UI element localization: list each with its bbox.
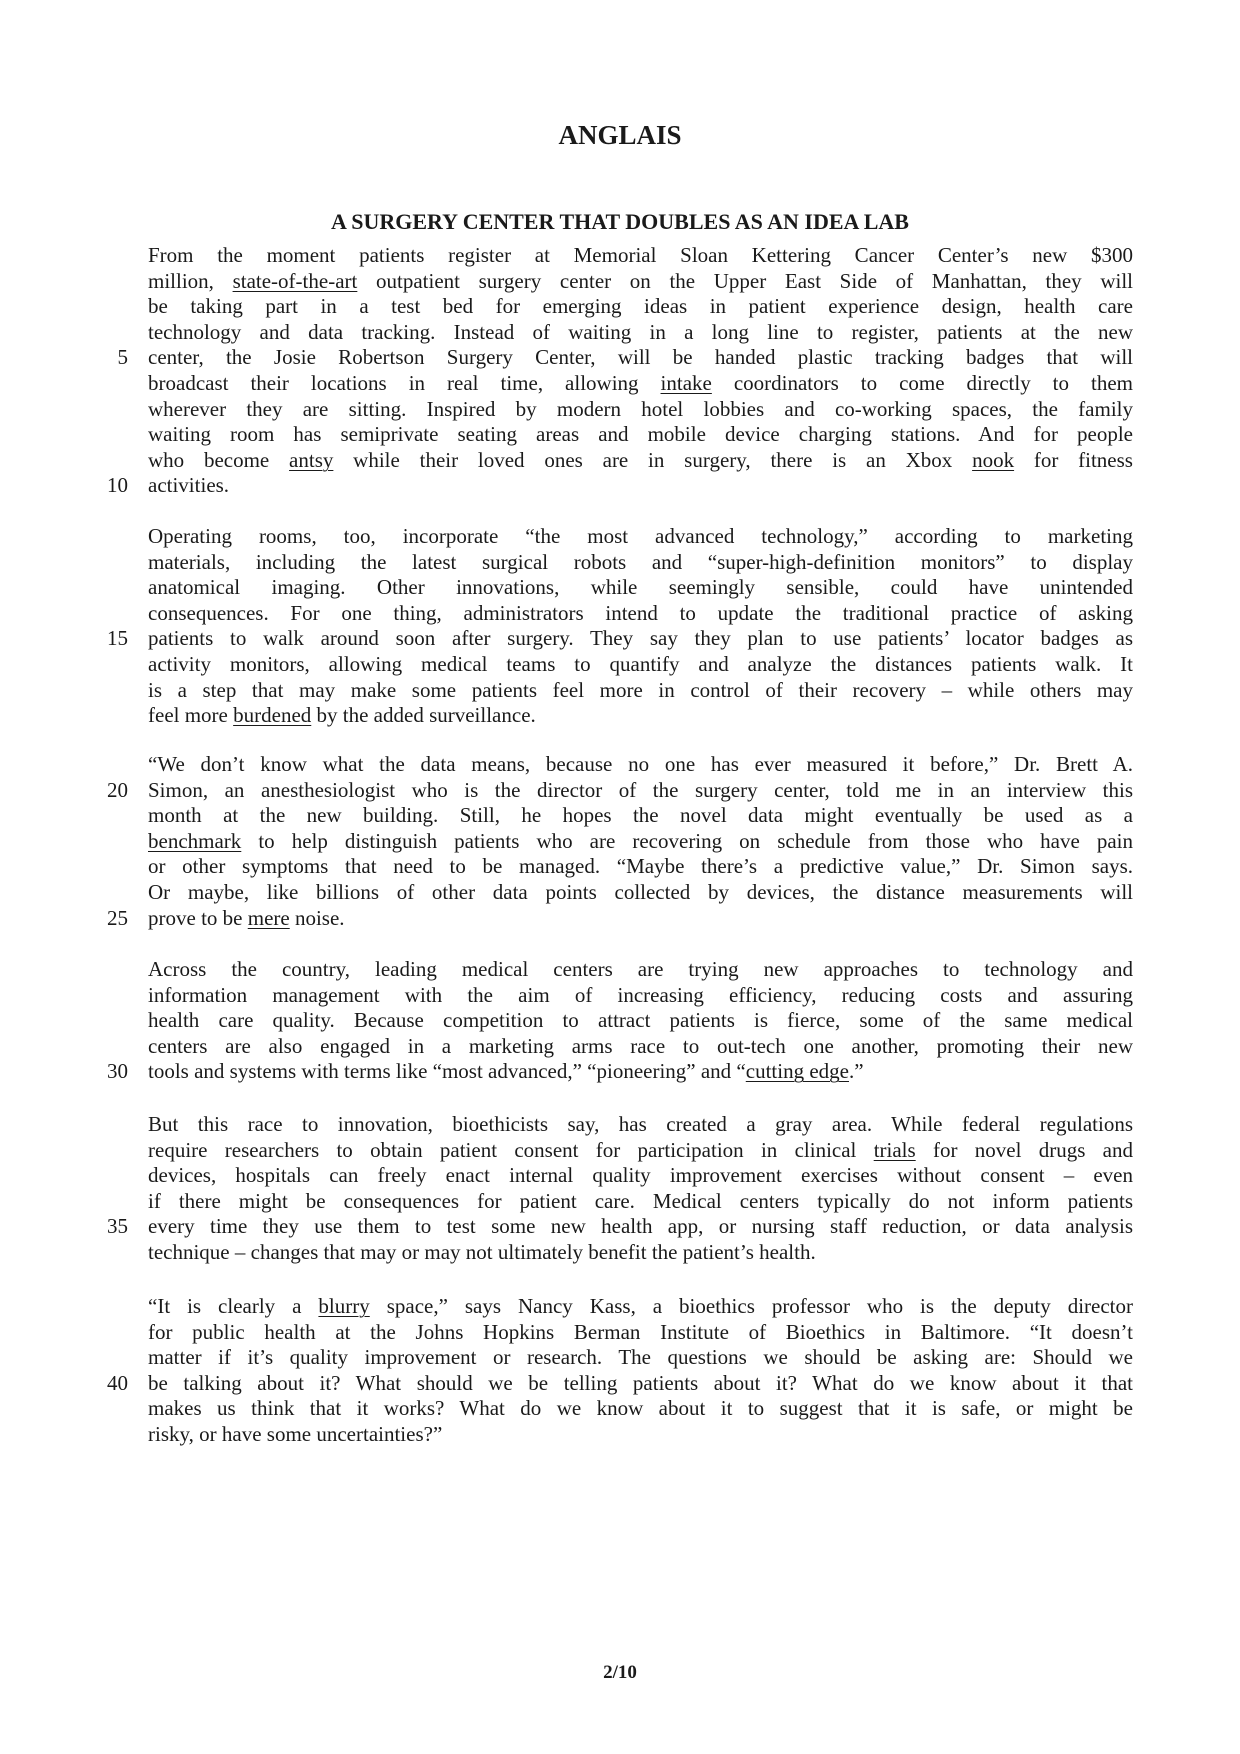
text-line — [148, 522, 1133, 550]
vocabulary-term: benchmark — [148, 828, 242, 853]
text-line — [148, 1212, 1133, 1240]
text-line — [148, 624, 1133, 652]
text-line — [148, 981, 1133, 1009]
text-line — [148, 776, 1133, 804]
text-run: Simon, an anesthesiologist who is the director of the surgery center, told me in an interview this — [148, 777, 1133, 802]
line-number: 30 — [107, 1059, 128, 1084]
text-line — [148, 343, 1133, 371]
text-line — [148, 318, 1133, 346]
text-run: for public health at the Johns Hopkins Berman Institute of Bioethics in Baltimore. “It doesn’t — [148, 1319, 1133, 1344]
line-number: 25 — [107, 905, 128, 930]
text-run: centers are also engaged in a marketing arms race to out-tech one another, promoting their new — [148, 1033, 1133, 1058]
text-run: risky, or have some uncertainties?” — [148, 1422, 443, 1446]
text-run: patients to walk around soon after surgery. They say they plan to use patients’ locator badges as — [148, 626, 1133, 651]
text-run: by the added surveillance. — [311, 703, 536, 728]
text-run: But this race to innovation, bioethicists say, has created a gray area. While federal regulations — [148, 1112, 1133, 1136]
text-line — [148, 1369, 1133, 1397]
text-run: for novel drugs and — [915, 1137, 1133, 1162]
text-run: noise. — [289, 905, 345, 930]
text-run: “We don’t know what the data means, because no one has ever measured it before,” Dr. Brett A. — [148, 752, 1133, 776]
text-line — [148, 1110, 1133, 1138]
text-run: anatomical imaging. Other innovations, while seemingly sensible, could have unintended — [148, 575, 1133, 600]
text-line — [148, 1318, 1133, 1346]
line-number: 35 — [107, 1214, 128, 1239]
text-run: .” — [848, 1059, 864, 1084]
text-line — [148, 573, 1133, 601]
text-line — [148, 904, 1133, 932]
text-line — [148, 599, 1133, 627]
text-run: activities. — [148, 473, 230, 498]
text-run: feel more — [148, 703, 234, 728]
text-run: or other symptoms that need to be managed. “Maybe there’s a predictive value,” Dr. Simon says. — [148, 854, 1133, 879]
line-number: 20 — [107, 777, 128, 802]
text-run: outpatient surgery center on the Upper East Side of Manhattan, they will — [357, 268, 1133, 293]
text-run: matter if it’s quality improvement or research. The questions we should be asking are: Should we — [148, 1345, 1133, 1370]
page-number: 2/10 — [603, 1662, 637, 1683]
text-line — [148, 1187, 1133, 1215]
text-run: be talking about it? What should we be telling patients about it? What do we know about it that — [148, 1370, 1133, 1395]
text-line — [148, 267, 1133, 295]
text-line — [148, 1394, 1133, 1422]
text-run: if there might be consequences for patient care. Medical centers typically do not inform patients — [148, 1188, 1133, 1213]
text-run: every time they use them to test some new health app, or nursing staff reduction, or data analysis — [148, 1214, 1133, 1239]
line-number: 15 — [107, 626, 128, 651]
text-line — [148, 1136, 1133, 1164]
text-run: From the moment patients register at Memorial Sloan Kettering Cancer Center’s new $300 — [148, 243, 1133, 267]
text-run: while their loved ones are in surgery, there is an Xbox — [333, 447, 973, 472]
text-run: health care quality. Because competition to attract patients is fierce, some of the same medical — [148, 1008, 1133, 1033]
line-number: 40 — [107, 1370, 128, 1395]
text-run: wherever they are sitting. Inspired by modern hotel lobbies and co-working spaces, the family — [148, 396, 1133, 421]
line-number: 5 — [117, 345, 128, 370]
subject-heading: ANGLAIS — [558, 120, 682, 150]
text-run: center, the Josie Robertson Surgery Center, will be handed plastic tracking badges that will — [148, 345, 1133, 370]
text-run: waiting room has semiprivate seating areas and mobile device charging stations. And for people — [148, 422, 1133, 447]
text-run: broadcast their locations in real time, allowing — [148, 371, 661, 395]
text-run: tools and systems with terms like “most advanced,” “pioneering” and “ — [148, 1059, 746, 1084]
text-line — [148, 650, 1133, 678]
text-line — [148, 1006, 1133, 1034]
text-line — [148, 548, 1133, 576]
vocabulary-term: burdened — [233, 703, 312, 728]
text-run: technique – changes that may or may not ultimately benefit the patient’s health. — [148, 1240, 816, 1264]
text-run: be taking part in a test bed for emerging ideas in patient experience design, health care — [148, 294, 1133, 319]
text-run: prove to be — [148, 905, 248, 930]
text-line — [148, 292, 1133, 320]
text-run: devices, hospitals can freely enact internal quality improvement exercises without consent – even — [148, 1163, 1133, 1188]
text-run: who become — [148, 447, 290, 472]
vocabulary-term: mere — [247, 905, 290, 930]
vocabulary-term: intake — [660, 371, 712, 395]
vocabulary-term: trials — [873, 1137, 916, 1162]
text-line — [148, 1032, 1133, 1060]
text-run: coordinators to come directly to them — [711, 371, 1133, 395]
vocabulary-term: nook — [972, 447, 1015, 472]
text-run: consequences. For one thing, administrators intend to update the traditional practice of asking — [148, 600, 1133, 625]
text-run: technology and data tracking. Instead of waiting in a long line to register, patients at the new — [148, 319, 1133, 344]
text-line — [148, 369, 1133, 397]
text-run: “It is clearly a — [148, 1294, 319, 1318]
text-line — [148, 241, 1133, 269]
text-run: Or maybe, like billions of other data points collected by devices, the distance measurements will — [148, 880, 1133, 904]
text-run: Operating rooms, too, incorporate “the most advanced technology,” according to marketing — [148, 524, 1133, 548]
text-line — [148, 750, 1133, 778]
text-line — [148, 395, 1133, 423]
text-run: for fitness — [1014, 447, 1133, 472]
text-run: space,” says Nancy Kass, a bioethics professor who is the deputy director — [369, 1294, 1133, 1318]
text-run: Across the country, leading medical centers are trying new approaches to technology and — [148, 957, 1133, 981]
text-line — [148, 1238, 1133, 1266]
text-line — [148, 471, 1133, 499]
vocabulary-term: cutting edge — [745, 1059, 849, 1084]
article-title: A SURGERY CENTER THAT DOUBLES AS AN IDEA LAB — [331, 209, 909, 234]
text-run: to help distinguish patients who are recovering on schedule from those who have pain — [241, 828, 1133, 853]
text-line — [148, 955, 1133, 983]
text-run: makes us think that it works? What do we know about it to suggest that it is safe, or might be — [148, 1396, 1133, 1421]
text-line — [148, 701, 1133, 729]
text-line — [148, 676, 1133, 704]
text-run: is a step that may make some patients feel more in control of their recovery – while others may — [148, 677, 1133, 702]
vocabulary-term: blurry — [318, 1294, 370, 1318]
text-line — [148, 1292, 1133, 1320]
text-run: materials, including the latest surgical robots and “super-high-definition monitors” to display — [148, 549, 1133, 574]
text-line — [148, 878, 1133, 906]
text-line — [148, 801, 1133, 829]
text-line — [148, 827, 1133, 855]
vocabulary-term: state-of-the-art — [232, 268, 358, 293]
vocabulary-term: antsy — [289, 447, 334, 472]
text-line — [148, 1420, 1133, 1448]
text-line — [148, 852, 1133, 880]
text-line — [148, 446, 1133, 474]
text-run: require researchers to obtain patient consent for participation in clinical — [148, 1137, 874, 1162]
text-line — [148, 1057, 1133, 1085]
text-line — [148, 420, 1133, 448]
text-run: information management with the aim of increasing efficiency, reducing costs and assuring — [148, 982, 1133, 1007]
text-run: activity monitors, allowing medical teams to quantify and analyze the distances patients walk. It — [148, 652, 1133, 676]
line-number: 10 — [107, 473, 128, 498]
text-run: month at the new building. Still, he hopes the novel data might eventually be used as a — [148, 803, 1133, 828]
text-line — [148, 1161, 1133, 1189]
text-run: million, — [148, 268, 233, 293]
text-line — [148, 1343, 1133, 1371]
